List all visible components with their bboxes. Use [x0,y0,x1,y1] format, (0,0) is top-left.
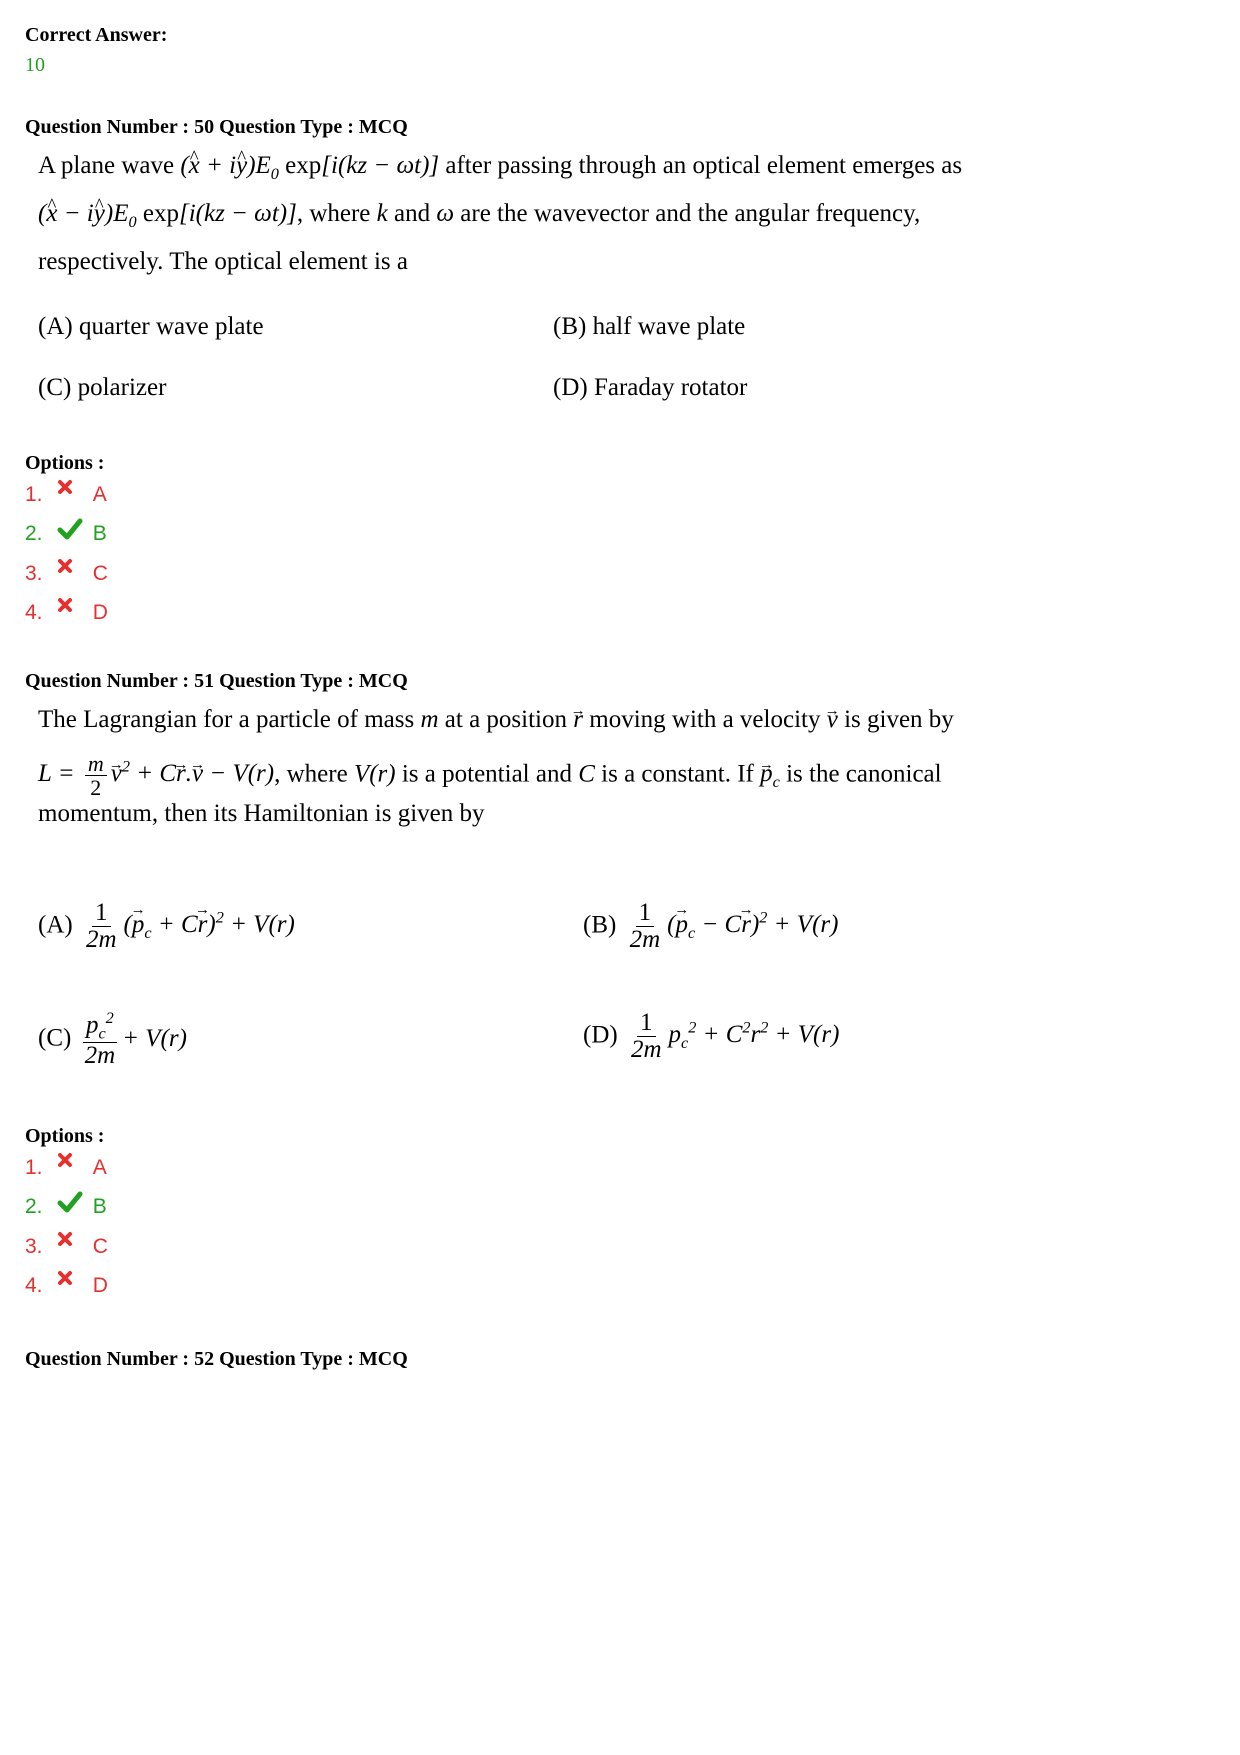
option-letter: A [92,1156,107,1180]
option-number: 2. [25,522,43,546]
option-letter: A [92,483,107,507]
option-number: 4. [25,1274,43,1298]
option-row [25,1232,108,1262]
stem-line-3: momentum, then its Hamiltonian is given by [38,800,485,827]
choice-c-50: (C) polarizer [38,374,167,401]
question-stem-51 [38,700,1078,834]
option-number: 3. [25,1235,43,1259]
cross-icon [57,562,87,586]
cross-icon [57,1274,87,1298]
cross-icon [57,1235,87,1259]
correct-answer-value: 10 [25,54,45,76]
option-letter: C [92,562,108,586]
stem-line-1: A plane wave (^ x + i^ $y)E_0$ exp[i(kz − ωt)] after passing through an optical element emerges as [38,146,1078,194]
option-row [25,1271,108,1301]
option-number: 4. [25,601,43,625]
stem-line-1: The Lagrangian for a particle of mass m at a position → r moving with a velocity → v is given by [38,700,1078,740]
option-letter: C [92,1235,108,1259]
option-row [25,1153,107,1183]
option-letter: D [92,1274,108,1298]
choice-d-50: (D) Faraday rotator [553,374,748,401]
choice-a-51: (A) $\frac{1}{2m}$ (→ $p_c + C\to r)^2 + V(r)$ [38,900,295,954]
option-row [25,519,107,549]
choice-b-50: (B) half wave plate [553,313,746,340]
option-row [25,559,108,589]
option-letter: B [92,522,107,546]
option-row [25,480,107,510]
option-number: 1. [25,483,43,507]
choice-b-51: (B) $\frac{1}{2m}$ (→ $p_c - C\to r)^2 + V(r)$ [583,900,838,954]
question-stem-50 [38,146,1078,282]
cross-icon [57,483,87,507]
option-row [25,598,108,628]
options-label-51: Options : [25,1125,105,1147]
check-icon [57,522,87,546]
cross-icon [57,1156,87,1180]
check-icon [57,1195,87,1219]
option-letter: D [92,601,108,625]
choice-d-51: (D) $\frac{1}{2m}$ $p_c^2 + C^2r^2 + V(r)$ [583,1009,840,1064]
option-number: 2. [25,1195,43,1219]
correct-answer-label: Correct Answer: [25,24,168,46]
question-header-51: Question Number : 51 Question Type : MCQ [25,670,408,692]
question-header-50: Question Number : 50 Question Type : MCQ [25,116,408,138]
option-letter: B [92,1195,107,1219]
stem-line-2: L = $\frac{m}{2}$ → $v^2 + C\to r.\to v - V(r)$, where V(r) is a potential and C is a constant. $If \to p_c$ is the canonical [38,740,1078,794]
question-header-52: Question Number : 52 Question Type : MCQ [25,1348,408,1370]
option-row [25,1192,107,1222]
choice-a-50: (A) quarter wave plate [38,313,264,340]
stem-line-2: (^ x − i^ $y)E_0$ exp[i(kz − ωt)], where k and ω are the wavevector and the angular frequency, [38,194,1078,242]
stem-line-3: respectively. The optical element is a [38,248,408,275]
cross-icon [57,601,87,625]
options-label-50: Options : [25,452,105,474]
option-number: 3. [25,562,43,586]
choice-c-51: (C) $\frac{p_c^2}{2m}$ + V(r) [38,1009,187,1070]
option-number: 1. [25,1156,43,1180]
